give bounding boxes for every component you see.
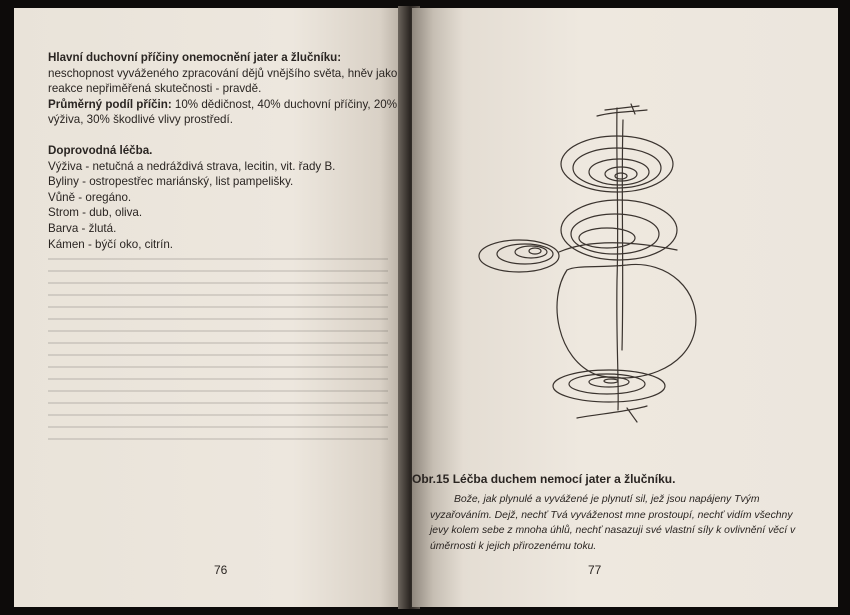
spiral-illustration xyxy=(477,100,707,430)
caption-prayer-text: Bože, jak plynulé a vyvážené je plynutí sil, jež jsou napájeny Tvým vyzařováním. Dejž, nechť Tvá vyváženost mne prostoupí, nechť vidím všechny jevy kolem sebe z mnoha úhlů, nechť nasazuji své vlastní síly k ovlivnění věcí v úměrnosti k jejich přirozenému toku. xyxy=(430,494,796,552)
left-page xyxy=(14,8,412,607)
caption-title: Obr.15 Léčba duchem nemocí jater a žlučníku. xyxy=(412,472,676,486)
causes-heading: Hlavní duchovní příčiny onemocnění jater a žlučníku: xyxy=(48,51,342,64)
ratio-heading: Průměrný podíl příčin: xyxy=(48,97,172,111)
ratio-text: 10% dědičnost, 40% duchovní příčiny, 20% výživa, 30% škodlivé vlivy prostředí. xyxy=(48,97,398,127)
treatment-item: Kámen - býčí oko, citrín. xyxy=(48,237,174,251)
treatment-item: Výživa - netučná a nedráždivá strava, lecitin, vit. řady B. xyxy=(48,159,336,173)
ratio-paragraph xyxy=(48,97,408,128)
page-number-right: 77 xyxy=(588,563,602,577)
show-through-text xyxy=(48,248,388,450)
left-page-text xyxy=(48,50,408,252)
causes-text: neschopnost vyváženého zpracování dějů vnějšího světa, hněv jako reakce nepřiměřená skutečnosti - pravdě. xyxy=(48,66,398,96)
figure-caption xyxy=(412,472,812,554)
treatment-item: Byliny - ostropestřec mariánský, list pampelišky. xyxy=(48,175,294,189)
treatment-item: Strom - dub, oliva. xyxy=(48,206,143,220)
treatment-item: Barva - žlutá. xyxy=(48,221,117,235)
treatment-heading: Doprovodná léčba. xyxy=(48,143,153,157)
causes-paragraph xyxy=(48,50,408,97)
right-page xyxy=(412,8,838,607)
caption-prayer xyxy=(412,492,812,554)
page-number-left: 76 xyxy=(214,563,228,577)
treatment-item: Vůně - oregáno. xyxy=(48,190,132,204)
